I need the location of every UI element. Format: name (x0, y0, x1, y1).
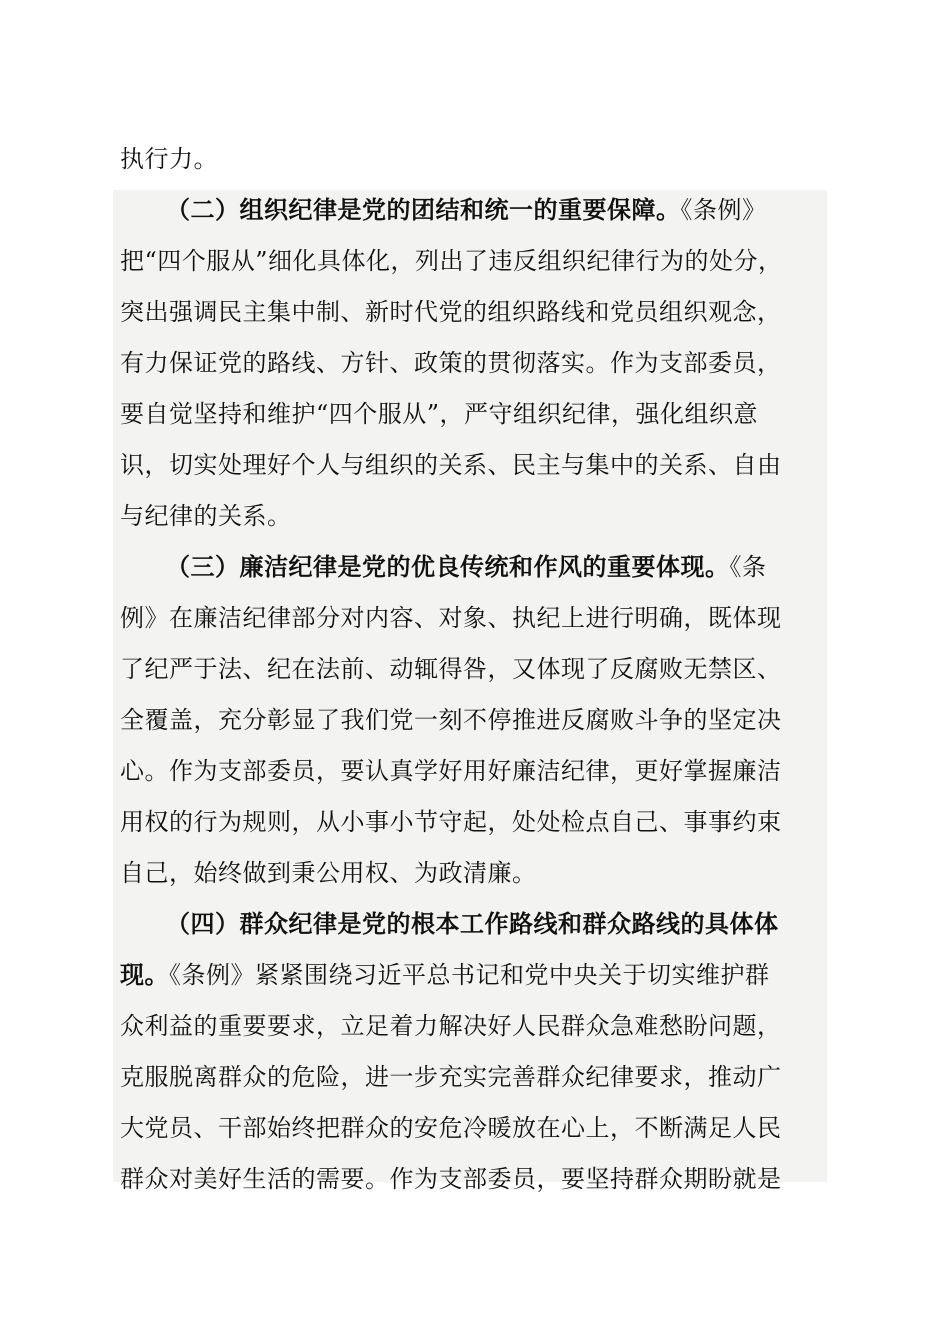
text-line: 与纪律的关系。 (120, 502, 292, 530)
section-heading-line: （三）廉洁纪律是党的优良传统和作风的重要体现。《条 (166, 552, 767, 581)
text-line: 全覆盖，充分彰显了我们党一刻不停推进反腐败斗争的坚定决 (120, 706, 782, 734)
text-line: 群众对美好生活的需要。作为支部委员，要坚持群众期盼就是 (120, 1165, 782, 1193)
text-line: 例》在廉洁纪律部分对内容、对象、执纪上进行明确，既体现 (120, 604, 782, 632)
text-line: 现。《条例》紧紧围绕习近平总书记和党中央关于切实维护群 (120, 960, 770, 989)
section-heading-line: （二）组织纪律是党的团结和统一的重要保障。《条例》 (166, 195, 767, 224)
section-heading: （二）组织纪律是党的团结和统一的重要保障。 (166, 195, 681, 224)
text-line: 了纪严于法、纪在法前、动辄得咎，又体现了反腐败无禁区、 (120, 655, 782, 683)
section-heading-end: 现。 (120, 960, 169, 989)
text-line: 执行力。 (120, 145, 218, 173)
text-line: 众利益的重要要求，立足着力解决好人民群众急难愁盼问题， (120, 1012, 782, 1040)
text-line: 识，切实处理好个人与组织的关系、民主与集中的关系、自由 (120, 451, 782, 479)
text-line: 有力保证党的路线、方针、政策的贯彻落实。作为支部委员， (120, 349, 782, 377)
text-line: 把“四个服从”细化具体化，列出了违反组织纪律行为的处分， (120, 247, 783, 275)
text-line: 克服脱离群众的危险，进一步充实完善群众纪律要求，推动广 (120, 1063, 782, 1091)
text-line: 大党员、干部始终把群众的安危冷暖放在心上，不断满足人民 (120, 1114, 782, 1142)
section-heading: （三）廉洁纪律是党的优良传统和作风的重要体现。 (166, 552, 730, 581)
text-line: 突出强调民主集中制、新时代党的组织路线和党员组织观念， (120, 298, 782, 326)
text-line: 心。作为支部委员，要认真学好用好廉洁纪律，更好掌握廉洁 (120, 757, 782, 785)
text-line: 用权的行为规则，从小事小节守起，处处检点自己、事事约束 (120, 808, 782, 836)
text-line: 自己，始终做到秉公用权、为政清廉。 (120, 859, 537, 887)
section-heading-line (166, 907, 779, 941)
section-heading: （四）群众纪律是党的根本工作路线和群众路线的具体体 (166, 909, 779, 938)
text-line: 要自觉坚持和维护“四个服从”，严守组织纪律，强化组织意 (120, 400, 759, 428)
